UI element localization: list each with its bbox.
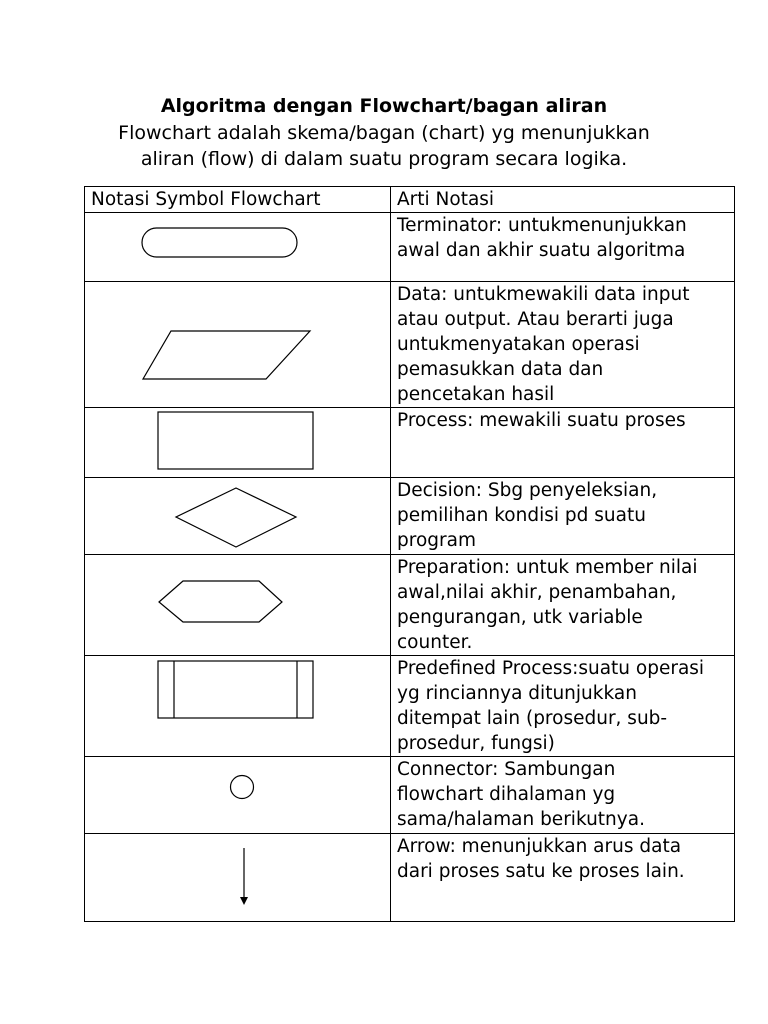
meaning-line: Decision: Sbg penyeleksian,	[397, 480, 658, 501]
preparation-hexagon-symbol	[85, 555, 384, 655]
meaning-cell	[391, 408, 735, 478]
meaning-line: awal dan akhir suatu algoritma	[397, 240, 686, 261]
meaning-cell	[391, 834, 735, 922]
table-row	[85, 282, 735, 408]
symbol-cell	[85, 408, 391, 478]
meaning-line: pemasukkan data dan	[397, 359, 604, 380]
meaning-line: atau output. Atau berarti juga	[397, 309, 674, 330]
symbol-cell	[85, 282, 391, 408]
meaning-line: Data: untukmewakili data input	[397, 284, 690, 305]
table-row	[85, 213, 735, 282]
symbol-cell	[85, 555, 391, 656]
meaning-cell	[391, 478, 735, 555]
meaning-line: program	[397, 530, 476, 551]
meaning-cell	[391, 555, 735, 656]
meaning-line: Predefined Process:suatu operasi	[397, 658, 705, 679]
symbol-cell	[85, 213, 391, 282]
meaning-line: sama/halaman berikutnya.	[397, 809, 645, 830]
document-title: Algoritma dengan Flowchart/bagan aliran	[160, 95, 608, 117]
meaning-line: Preparation: untuk member nilai	[397, 557, 698, 578]
meaning-line: dari proses satu ke proses lain.	[397, 861, 685, 882]
symbol-cell	[85, 757, 391, 834]
meaning-line: Terminator: untukmenunjukkan	[397, 215, 687, 236]
table-row	[85, 478, 735, 555]
intro-paragraph	[0, 120, 768, 172]
process-rectangle-symbol	[85, 408, 384, 478]
meaning-line: pencetakan hasil	[397, 384, 555, 405]
meaning-line: Arrow: menunjukkan arus data	[397, 836, 682, 857]
table-header-row	[85, 187, 735, 213]
meaning-line: Connector: Sambungan	[397, 759, 616, 780]
table-row	[85, 555, 735, 656]
meaning-line: untukmenyatakan operasi	[397, 334, 640, 355]
table-row	[85, 834, 735, 922]
flowchart-symbols-table	[84, 186, 735, 922]
symbol-cell	[85, 656, 391, 757]
connector-circle-symbol	[85, 757, 384, 834]
meaning-cell	[391, 213, 735, 282]
meaning-line: counter.	[397, 632, 473, 653]
intro-line: Flowchart adalah skema/bagan (chart) yg menunjukkan	[118, 122, 650, 144]
intro-line: aliran (flow) di dalam suatu program secara logika.	[140, 148, 628, 170]
meaning-line: pemilihan kondisi pd suatu	[397, 505, 646, 526]
table-row	[85, 408, 735, 478]
table-row	[85, 757, 735, 834]
symbol-cell	[85, 478, 391, 555]
decision-diamond-symbol	[85, 478, 384, 555]
meaning-cell	[391, 757, 735, 834]
meaning-cell	[391, 656, 735, 757]
meaning-line: pengurangan, utk variable	[397, 607, 643, 628]
meaning-cell	[391, 282, 735, 408]
terminator-symbol	[85, 213, 384, 282]
arrow-symbol	[85, 834, 384, 922]
header-symbol-column: Notasi Symbol Flowchart	[85, 187, 391, 213]
meaning-line: yg rinciannya ditunjukkan	[397, 683, 637, 704]
symbol-cell	[85, 834, 391, 922]
predefined-process-symbol	[85, 656, 384, 757]
header-meaning-column: Arti Notasi	[391, 187, 735, 213]
meaning-line: ditempat lain (prosedur, sub-	[397, 708, 668, 729]
data-parallelogram-symbol	[85, 282, 384, 408]
meaning-line: awal,nilai akhir, penambahan,	[397, 582, 677, 603]
meaning-line: Process: mewakili suatu proses	[397, 410, 686, 431]
meaning-line: prosedur, fungsi)	[397, 733, 555, 754]
meaning-line: flowchart dihalaman yg	[397, 784, 616, 805]
table-row	[85, 656, 735, 757]
